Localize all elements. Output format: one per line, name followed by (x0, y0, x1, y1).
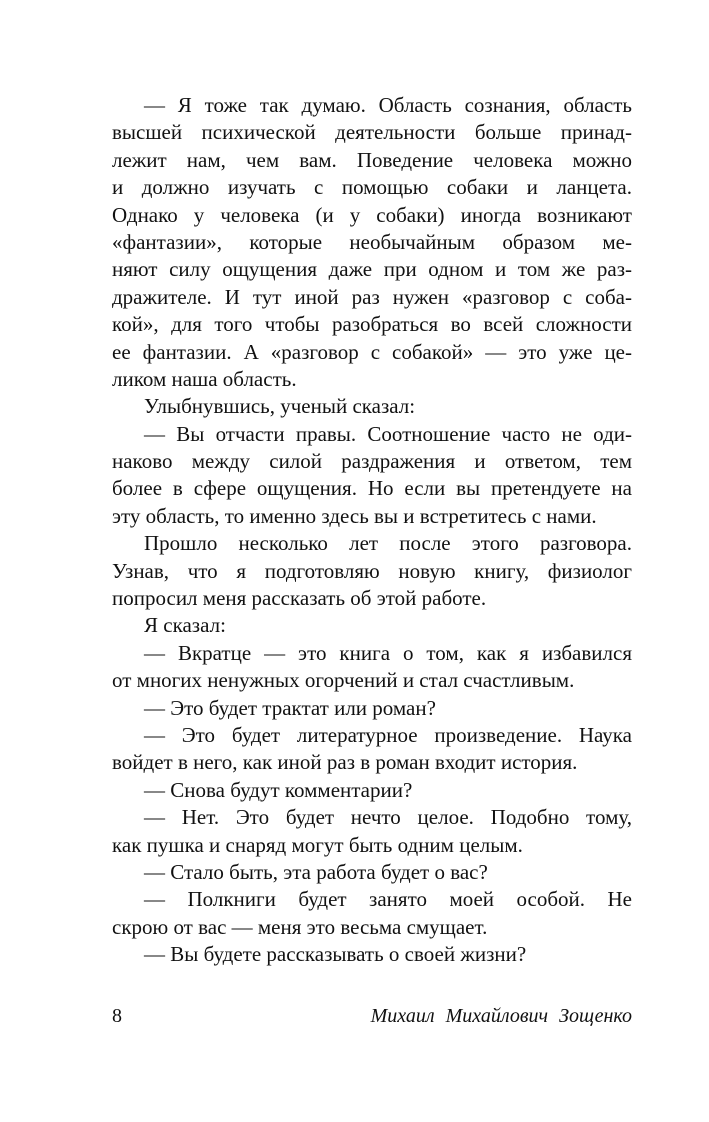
text-line: кой», для того чтобы разобраться во всей сложности (112, 312, 632, 337)
text-line: Улыбнувшись, ученый сказал: (144, 394, 416, 419)
text-line: — Это будет трактат или роман? (144, 695, 436, 720)
text-line: дражителе. И тут иной раз нужен «разговор с соба- (112, 284, 632, 309)
text-line: — Нет. Это будет нечто целое. Подобно тому, (144, 805, 632, 830)
text-line: — Вы будете рассказывать о своей жизни? (144, 942, 527, 967)
text-line: высшей психической деятельности больше принад- (112, 120, 632, 145)
text-line: скрою от вас — меня это весьма смущает. (112, 914, 488, 939)
text-line: — Я тоже так думаю. Область сознания, область (144, 93, 632, 117)
text-line: более в сфере ощущения. Но если вы претендуете на (112, 476, 632, 501)
text-line: как пушка и снаряд могут быть одним целым. (112, 832, 523, 857)
text-line: — Вкратце — это книга о том, как я избавился (144, 640, 632, 665)
text-line: — Это будет литературное произведение. Наука (144, 722, 632, 747)
text-line: Однако у человека (и у собаки) иногда возникают (112, 202, 632, 227)
text-line: войдет в него, как иной раз в роман входит история. (112, 750, 578, 775)
text-line: наково между силой раздражения и ответом, тем (112, 449, 632, 474)
text-line: Я сказал: (144, 613, 226, 638)
text-line: «фантазии», которые необычайным образом ме- (112, 229, 632, 254)
text-line: эту область, то именно здесь вы и встретитесь с нами. (112, 503, 597, 528)
text-line: ее фантазии. А «разговор с собакой» — это уже це- (112, 339, 632, 364)
text-line: — Снова будут комментарии? (144, 777, 413, 802)
text-line: Прошло несколько лет после этого разговора. (144, 531, 632, 556)
text-line: от многих ненужных огорчений и стал счастливым. (112, 668, 575, 693)
text-line: ликом наша область. (112, 366, 297, 391)
text-line: лежит нам, чем вам. Поведение человека можно (112, 147, 632, 172)
text-line: попросил меня рассказать об этой работе. (112, 586, 487, 611)
text-line: — Стало быть, эта работа будет о вас? (144, 859, 488, 884)
running-head-author: Михаил Михайлович Зощенко (370, 1005, 632, 1027)
text-line: — Полкниги будет занято моей особой. Не (144, 887, 632, 912)
body-text (112, 92, 632, 969)
text-line: и должно изучать с помощью собаки и ланцета. (112, 175, 632, 200)
text-line: няют силу ощущения даже при одном и том же раз- (112, 257, 632, 282)
text-line: Узнав, что я подготовляю новую книгу, физиолог (112, 558, 632, 583)
text-line: — Вы отчасти правы. Соотношение часто не оди- (144, 421, 632, 446)
page-number: 8 (112, 1005, 122, 1027)
